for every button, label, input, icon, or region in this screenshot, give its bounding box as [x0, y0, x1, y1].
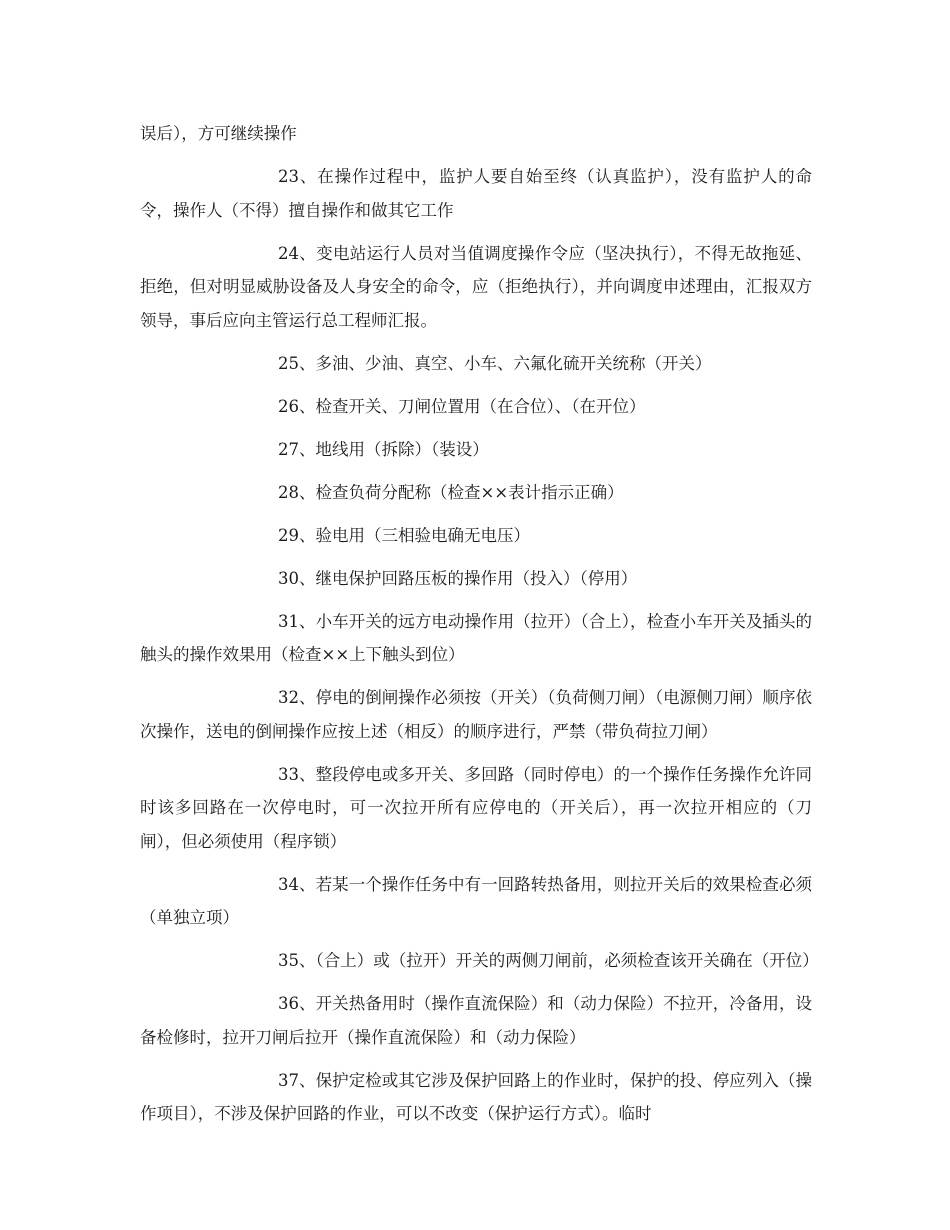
paragraph-31: 31、小车开关的远方电动操作用（拉开）（合上），检查小车开关及插头的触头的操作效果用（检查××上下触头到位） — [140, 611, 812, 664]
paragraph-23: 23、在操作过程中，监护人要自始至终（认真监护），没有监护人的命令，操作人（不得）擅自操作和做其它工作 — [140, 167, 812, 220]
paragraph-34: 34、若某一个操作任务中有一回路转热备用，则拉开关后的效果检查必须（单独立项） — [140, 874, 812, 927]
paragraph-26: 26、检查开关、刀闸位置用（在合位）、（在开位） — [278, 396, 646, 416]
paragraph-30: 30、继电保护回路压板的操作用（投入）（停用） — [278, 568, 638, 588]
paragraph-27: 27、地线用（拆除）（装设） — [278, 439, 489, 459]
document-body — [140, 117, 819, 1140]
paragraph-33: 33、整段停电或多开关、多回路（同时停电）的一个操作任务操作允许同时该多回路在一次停电时，可一次拉开所有应停电的（开关后），再一次拉开相应的（刀闸），但必须使用（程序锁） — [140, 764, 812, 851]
paragraph-continuation: 误后），方可继续操作 — [140, 124, 297, 143]
paragraph-37: 37、保护定检或其它涉及保护回路上的作业时，保护的投、停应列入（操作项目），不涉及保护回路的作业，可以不改变（保护运行方式）。临时 — [140, 1070, 812, 1123]
paragraph-28: 28、检查负荷分配称（检查××表计指示正确） — [278, 482, 624, 502]
paragraph-29: 29、验电用（三相验电确无电压） — [278, 525, 530, 545]
paragraph-24: 24、变电站运行人员对当值调度操作令应（坚决执行），不得无故拖延、拒绝，但对明显威胁设备及人身安全的命令，应（拒绝执行），并向调度申述理由，汇报双方领导，事后应向主管运行总工程师汇报。 — [140, 243, 812, 330]
paragraph-36: 36、开关热备用时（操作直流保险）和（动力保险）不拉开，冷备用，设备检修时，拉开刀闸后拉开（操作直流保险）和（动力保险） — [140, 994, 812, 1047]
paragraph-32: 32、停电的倒闸操作必须按（开关）（负荷侧刀闸）（电源侧刀闸）顺序依次操作，送电的倒闸操作应按上述（相反）的顺序进行，严禁（带负荷拉刀闸） — [140, 688, 812, 741]
paragraph-25: 25、多油、少油、真空、小车、六氟化硫开关统称（开关） — [278, 353, 712, 373]
paragraph-35: 35、（合上）或（拉开）开关的两侧刀闸前，必须检查该开关确在（开位） — [278, 951, 819, 970]
